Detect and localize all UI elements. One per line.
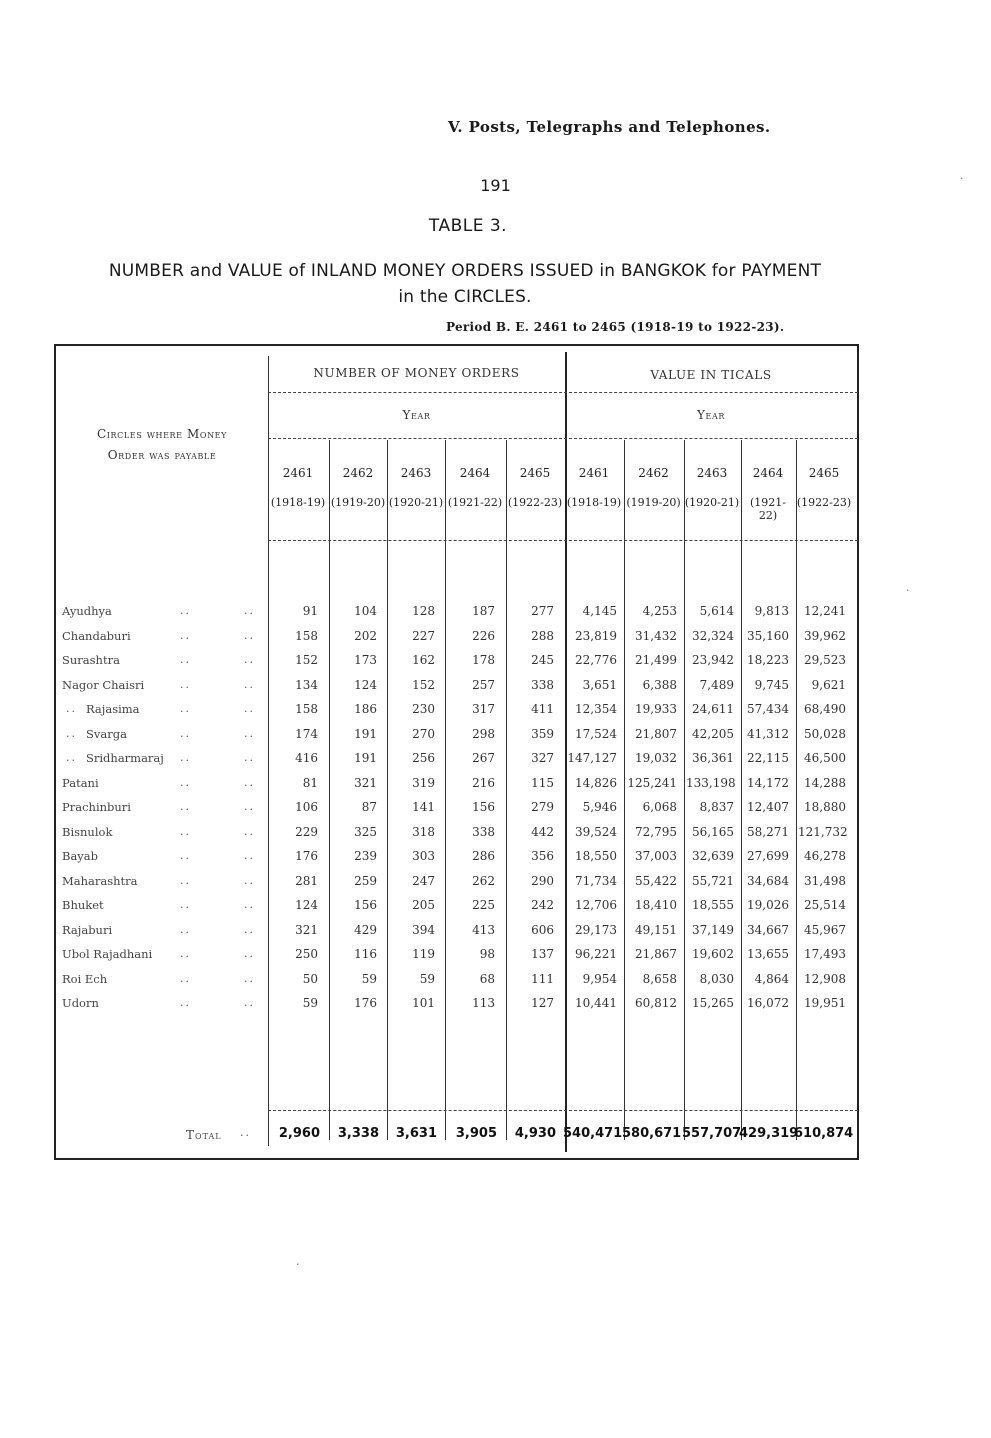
total-leader-dots: ..	[240, 1126, 251, 1139]
leader-dots: ..	[180, 824, 191, 838]
circle-name: Bayab	[62, 849, 99, 863]
number-cell: 87	[361, 800, 377, 814]
number-cell: 257	[472, 677, 495, 692]
value-cell: 9,621	[811, 677, 846, 692]
value-cell: 6,388	[642, 677, 677, 692]
value-cell: 50,028	[804, 726, 846, 741]
value-cell: 41,312	[747, 726, 789, 741]
total-value-cell: 557,707	[682, 1126, 742, 1141]
number-cell: 205	[412, 898, 435, 912]
number-cell: 113	[472, 996, 495, 1010]
value-cell: 34,684	[747, 873, 789, 888]
table-row	[0, 972, 991, 992]
number-year-ad-2465: (1922-23)	[507, 496, 563, 509]
value-year-be-2463: 2463	[696, 466, 728, 480]
number-cell: 321	[354, 775, 377, 790]
value-cell: 18,410	[635, 898, 677, 912]
leader-dots: ..	[244, 775, 255, 789]
leader-dots: ..	[180, 947, 191, 960]
circle-name: Udorn	[62, 996, 99, 1010]
number-cell: 325	[354, 824, 377, 839]
leader-dots: ..	[244, 800, 255, 813]
value-cell: 18,555	[692, 898, 734, 912]
leader-dots: ..	[180, 628, 191, 642]
ditto-dots: ..	[66, 751, 77, 764]
number-cell: 250	[295, 947, 318, 961]
number-cell: 394	[412, 922, 435, 937]
circle-name: Bisnulok	[62, 824, 113, 839]
circle-name: Roi Ech	[62, 971, 108, 986]
header-rule	[268, 438, 858, 439]
number-year-be-2465: 2465	[519, 466, 551, 480]
value-cell: 22,115	[747, 751, 789, 765]
leader-dots: ..	[244, 677, 255, 691]
table-row	[0, 800, 991, 820]
number-year-ad-2463: (1920-21)	[388, 496, 444, 509]
number-cell: 186	[354, 702, 377, 716]
number-cell: 178	[472, 653, 495, 667]
number-cell: 359	[531, 726, 554, 741]
number-cell: 191	[354, 726, 377, 741]
leader-dots: ..	[180, 653, 191, 666]
number-cell: 173	[354, 653, 377, 667]
value-cell: 9,954	[582, 971, 617, 986]
value-year-ad-2465: (1922-23)	[796, 496, 852, 509]
number-cell: 191	[354, 751, 377, 765]
value-year-ad-2462: (1919-20)	[626, 496, 681, 509]
number-cell: 91	[302, 604, 318, 618]
value-cell: 21,807	[635, 726, 677, 741]
number-cell: 356	[531, 849, 554, 863]
total-number-cell: 4,930	[514, 1126, 556, 1141]
value-cell: 9,745	[754, 677, 789, 692]
table-label: TABLE 3.	[428, 216, 508, 236]
number-cell: 286	[472, 849, 495, 863]
number-cell: 115	[531, 775, 554, 790]
number-cell: 98	[479, 947, 495, 961]
table-title-line-2: in the CIRCLES.	[398, 287, 532, 307]
value-cell: 15,265	[692, 996, 734, 1010]
value-cell: 68,490	[804, 702, 846, 716]
leader-dots: ..	[244, 702, 255, 715]
number-year-header: Year	[402, 408, 431, 422]
value-cell: 10,441	[575, 996, 617, 1010]
table-row	[0, 923, 991, 943]
number-year-be-2464: 2464	[459, 466, 491, 480]
value-cell: 19,933	[635, 702, 677, 716]
number-cell: 429	[354, 922, 377, 937]
number-cell: 239	[354, 849, 377, 863]
number-cell: 176	[295, 849, 318, 863]
table-row	[0, 874, 991, 894]
table-title-line-1: NUMBER and VALUE of INLAND MONEY ORDERS ISSUED in BANGKOK for PAYMENT	[108, 261, 822, 281]
value-year-ad-2463: (1920-21)	[684, 496, 740, 509]
number-year-be-2461: 2461	[282, 466, 314, 480]
value-cell: 32,639	[692, 849, 734, 863]
number-cell: 262	[472, 873, 495, 888]
leader-dots: ..	[244, 922, 255, 936]
number-cell: 303	[412, 849, 435, 863]
value-cell: 37,149	[692, 922, 734, 937]
table-title	[60, 258, 870, 310]
value-cell: 71,734	[575, 873, 617, 888]
leader-dots: ..	[244, 996, 255, 1009]
number-cell: 162	[412, 653, 435, 667]
value-year-ad-2464: (1921-22)	[749, 496, 786, 522]
leader-dots: ..	[244, 947, 255, 960]
header-rule	[268, 392, 858, 393]
value-year-be-2462: 2462	[638, 466, 669, 480]
number-cell: 128	[412, 604, 435, 618]
value-cell: 21,499	[635, 653, 677, 667]
number-cell: 413	[472, 922, 495, 937]
value-cell: 12,354	[575, 702, 617, 716]
value-cell: 55,422	[635, 873, 677, 888]
number-cell: 104	[354, 604, 377, 618]
table-row	[0, 751, 991, 771]
number-cell: 124	[295, 898, 318, 912]
circle-name: Ubol Rajadhani	[62, 947, 153, 961]
number-cell: 288	[531, 628, 554, 643]
value-cell: 12,407	[747, 800, 789, 814]
value-cell: 12,908	[804, 971, 846, 986]
number-cell: 156	[472, 800, 495, 814]
number-cell: 411	[531, 702, 554, 716]
number-cell: 116	[354, 947, 377, 961]
value-cell: 121,732	[798, 824, 848, 839]
leader-dots: ..	[180, 726, 191, 740]
value-cell: 19,951	[804, 996, 846, 1010]
value-cell: 6,068	[642, 800, 677, 814]
number-cell: 226	[472, 628, 495, 643]
value-group-header: VALUE IN TICALS	[650, 368, 772, 382]
value-cell: 29,523	[804, 653, 846, 667]
leader-dots: ..	[180, 604, 191, 617]
table-row	[0, 776, 991, 796]
number-cell: 319	[412, 775, 435, 790]
table-row	[0, 996, 991, 1016]
value-cell: 39,962	[804, 628, 846, 643]
circle-name: Ayudhya	[62, 604, 112, 618]
circle-name: Rajasima	[86, 702, 140, 716]
leader-dots: ..	[244, 824, 255, 838]
value-cell: 9,813	[754, 604, 789, 618]
number-group-header: NUMBER OF MONEY ORDERS	[313, 366, 520, 380]
number-cell: 416	[295, 751, 318, 765]
value-cell: 19,602	[692, 947, 734, 961]
number-year-be-2463: 2463	[400, 466, 432, 480]
value-cell: 34,667	[747, 922, 789, 937]
circle-name: Sridharmaraj	[86, 751, 164, 765]
value-cell: 4,864	[754, 971, 789, 986]
value-cell: 27,699	[747, 849, 789, 863]
value-year-be-2464: 2464	[752, 466, 784, 480]
number-cell: 230	[412, 702, 435, 716]
number-cell: 229	[295, 824, 318, 839]
leader-dots: ..	[244, 873, 255, 887]
value-cell: 96,221	[575, 947, 617, 961]
number-cell: 137	[531, 947, 554, 961]
number-cell: 141	[412, 800, 435, 814]
value-cell: 8,658	[642, 971, 677, 986]
value-cell: 8,837	[699, 800, 734, 814]
value-cell: 147,127	[567, 751, 617, 765]
value-cell: 5,946	[582, 800, 617, 814]
number-cell: 152	[295, 653, 318, 667]
leader-dots: ..	[180, 849, 191, 862]
leader-dots: ..	[180, 775, 191, 789]
number-cell: 327	[531, 751, 554, 765]
number-cell: 338	[472, 824, 495, 839]
number-cell: 111	[531, 971, 554, 986]
value-cell: 46,278	[804, 849, 846, 863]
table-row	[0, 653, 991, 673]
value-cell: 7,489	[699, 677, 734, 692]
value-cell: 21,867	[635, 947, 677, 961]
number-cell: 124	[354, 677, 377, 692]
value-cell: 4,253	[642, 604, 677, 618]
value-year-be-2465: 2465	[808, 466, 840, 480]
number-cell: 242	[531, 898, 554, 912]
total-value-cell: 540,471	[563, 1126, 623, 1141]
number-cell: 606	[531, 922, 554, 937]
value-cell: 14,288	[804, 775, 846, 790]
value-year-be-2461: 2461	[578, 466, 610, 480]
number-cell: 156	[354, 898, 377, 912]
value-cell: 55,721	[692, 873, 734, 888]
ditto-dots: ..	[66, 702, 77, 715]
value-cell: 13,655	[747, 947, 789, 961]
number-cell: 119	[412, 947, 435, 961]
page-number: 191	[480, 176, 511, 195]
number-cell: 202	[354, 628, 377, 643]
number-cell: 321	[295, 922, 318, 937]
leader-dots: ..	[180, 971, 191, 985]
value-cell: 18,223	[747, 653, 789, 667]
circle-name: Maharashtra	[62, 873, 138, 888]
header-rule	[268, 540, 858, 541]
table-row	[0, 678, 991, 698]
number-cell: 279	[531, 800, 554, 814]
total-value-cell: 580,671	[622, 1126, 682, 1141]
circle-name: Nagor Chaisri	[62, 677, 145, 692]
number-cell: 106	[295, 800, 318, 814]
total-value-cell: 429,319	[739, 1126, 799, 1141]
number-cell: 277	[531, 604, 554, 618]
value-year-header: Year	[697, 408, 725, 422]
page-speck: ·	[296, 1258, 300, 1271]
leader-dots: ..	[244, 898, 255, 911]
period-caption: Period B. E. 2461 to 2465 (1918-19 to 1922-23).	[446, 320, 785, 334]
value-cell: 39,524	[575, 824, 617, 839]
leader-dots: ..	[180, 751, 191, 764]
value-cell: 46,500	[804, 751, 846, 765]
value-cell: 57,434	[747, 702, 789, 716]
value-cell: 12,241	[804, 604, 846, 618]
number-cell: 290	[531, 873, 554, 888]
value-cell: 4,145	[582, 604, 617, 618]
value-cell: 25,514	[804, 898, 846, 912]
number-year-ad-2462: (1919-20)	[330, 496, 386, 509]
value-cell: 16,072	[747, 996, 789, 1010]
table-row	[0, 629, 991, 649]
circle-name: Patani	[62, 775, 99, 790]
number-cell: 68	[479, 971, 495, 986]
value-cell: 31,432	[635, 628, 677, 643]
number-cell: 59	[302, 996, 318, 1010]
leader-dots: ..	[244, 726, 255, 740]
number-cell: 174	[295, 726, 318, 741]
number-cell: 158	[295, 702, 318, 716]
value-cell: 14,172	[747, 775, 789, 790]
value-cell: 17,493	[804, 947, 846, 961]
value-cell: 37,003	[635, 849, 677, 863]
number-cell: 256	[412, 751, 435, 765]
total-number-cell: 3,631	[395, 1126, 437, 1141]
leader-dots: ..	[180, 922, 191, 936]
value-cell: 35,160	[747, 628, 789, 643]
circles-header-line-2: Order was payable	[107, 448, 217, 462]
value-cell: 23,942	[692, 653, 734, 667]
circle-name: Chandaburi	[62, 628, 131, 643]
page-speck: ·	[960, 172, 964, 185]
value-cell: 36,361	[692, 751, 734, 765]
number-cell: 59	[419, 971, 435, 986]
value-cell: 125,241	[627, 775, 677, 790]
number-cell: 152	[412, 677, 435, 692]
leader-dots: ..	[244, 653, 255, 666]
table-row	[0, 727, 991, 747]
value-cell: 18,880	[804, 800, 846, 814]
leader-dots: ..	[244, 628, 255, 642]
number-cell: 225	[472, 898, 495, 912]
total-number-cell: 3,905	[455, 1126, 497, 1141]
value-cell: 29,173	[575, 922, 617, 937]
leader-dots: ..	[244, 849, 255, 862]
value-cell: 19,032	[635, 751, 677, 765]
number-cell: 216	[472, 775, 495, 790]
value-cell: 32,324	[692, 628, 734, 643]
number-cell: 267	[472, 751, 495, 765]
number-cell: 298	[472, 726, 495, 741]
circles-header-line-1: Circles where Money	[96, 427, 228, 441]
leader-dots: ..	[180, 898, 191, 911]
circles-column-header	[62, 420, 262, 462]
number-cell: 81	[302, 775, 318, 790]
number-cell: 227	[412, 628, 435, 643]
number-cell: 442	[531, 824, 554, 839]
total-rule	[268, 1110, 858, 1111]
number-cell: 134	[295, 677, 318, 692]
page-speck: ·	[906, 584, 910, 597]
table-row	[0, 825, 991, 845]
table-row	[0, 898, 991, 918]
number-year-ad-2461: (1918-19)	[270, 496, 326, 509]
value-cell: 3,651	[582, 677, 617, 692]
leader-dots: ..	[180, 677, 191, 691]
number-year-ad-2464: (1921-22)	[447, 496, 503, 509]
value-year-ad-2461: (1918-19)	[566, 496, 622, 509]
value-cell: 23,819	[575, 628, 617, 643]
value-cell: 72,795	[635, 824, 677, 839]
number-cell: 259	[354, 873, 377, 888]
table-row	[0, 702, 991, 722]
number-cell: 245	[531, 653, 554, 667]
value-cell: 22,776	[575, 653, 617, 667]
leader-dots: ..	[180, 996, 191, 1009]
value-cell: 133,198	[686, 775, 736, 790]
number-cell: 317	[472, 702, 495, 716]
section-title: V. Posts, Telegraphs and Telephones.	[448, 118, 771, 136]
circle-name: Prachinburi	[62, 800, 131, 814]
value-cell: 60,812	[635, 996, 677, 1010]
number-cell: 59	[361, 971, 377, 986]
number-cell: 338	[531, 677, 554, 692]
total-number-cell: 2,960	[278, 1126, 320, 1141]
leader-dots: ..	[180, 702, 191, 715]
value-cell: 31,498	[804, 873, 846, 888]
number-year-be-2462: 2462	[342, 466, 374, 480]
value-cell: 12,706	[575, 898, 617, 912]
value-cell: 42,205	[692, 726, 734, 741]
number-cell: 158	[295, 628, 318, 643]
total-number-cell: 3,338	[337, 1126, 379, 1141]
circle-name: Svarga	[86, 726, 127, 741]
circle-name: Bhuket	[62, 898, 104, 912]
value-cell: 45,967	[804, 922, 846, 937]
number-cell: 281	[295, 873, 318, 888]
value-cell: 19,026	[747, 898, 789, 912]
value-cell: 18,550	[575, 849, 617, 863]
number-cell: 247	[412, 873, 435, 888]
number-cell: 318	[412, 824, 435, 839]
circle-name: Rajaburi	[62, 922, 113, 937]
value-cell: 8,030	[699, 971, 734, 986]
ditto-dots: ..	[66, 726, 77, 740]
leader-dots: ..	[244, 604, 255, 617]
value-cell: 14,826	[575, 775, 617, 790]
value-cell: 17,524	[575, 726, 617, 741]
value-cell: 24,611	[692, 702, 734, 716]
number-cell: 127	[531, 996, 554, 1010]
table-row	[0, 849, 991, 869]
number-cell: 176	[354, 996, 377, 1010]
value-cell: 56,165	[692, 824, 734, 839]
number-cell: 101	[412, 996, 435, 1010]
number-cell: 187	[472, 604, 495, 618]
number-cell: 50	[302, 971, 318, 986]
value-cell: 5,614	[699, 604, 734, 618]
total-value-cell: 610,874	[794, 1126, 854, 1141]
total-label: Total	[186, 1128, 222, 1142]
leader-dots: ..	[244, 971, 255, 985]
leader-dots: ..	[180, 800, 191, 813]
table-row	[0, 947, 991, 967]
value-cell: 58,271	[747, 824, 789, 839]
number-cell: 270	[412, 726, 435, 741]
value-cell: 49,151	[635, 922, 677, 937]
table-row	[0, 604, 991, 624]
leader-dots: ..	[180, 873, 191, 887]
circle-name: Surashtra	[62, 653, 120, 667]
leader-dots: ..	[244, 751, 255, 764]
